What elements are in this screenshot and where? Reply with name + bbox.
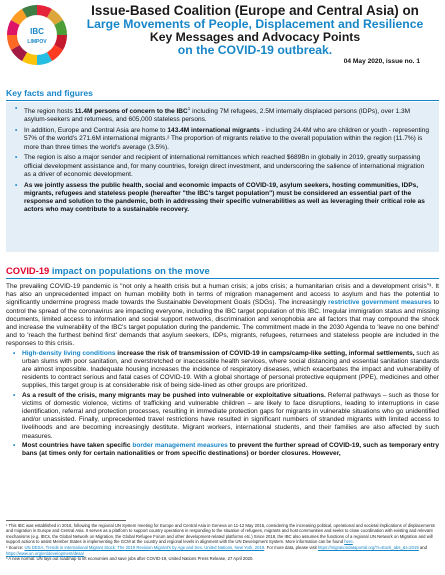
logo-text-bottom: LIMPOV — [27, 39, 47, 45]
document-title: Issue-Based Coalition (Europe and Central Asia) on — [91, 3, 419, 18]
logo-text-top: IBC — [30, 27, 44, 36]
key-facts-heading: Key facts and figures — [6, 88, 439, 101]
fact-item: • The region hosts 11.4M persons of concern to the IBC$^1$ including 7M refugees, 2.5M internally displaced persons (IDPs), over 1.3M asylum-seekers and returnees, and 605,000 stateless persons. — [24, 105, 431, 125]
footnote-2-link-portal[interactable]: https://migrationdataportal.org/?i=stock_abs_&t=2019 — [317, 545, 419, 551]
fact-item: • In addition, Europe and Central Asia are home to 143.4M international migrants - including 24.4M who are children or youth - representing 57% of the world's 271.6M international migrants.² The proportion of migrants relative to the overall population within the region (11.7%) is more than three times the world's average (3.5%). — [24, 127, 431, 152]
key-facts-box — [6, 102, 439, 252]
footnote-3: ³ A new normal: UN lays out roadmap to lift economies and save jobs after COVID-19, United Nations Press Release, 27 April 2020. — [6, 556, 254, 562]
impact-item-living-conditions: • High-density living conditions increase the risk of transmission of COVID-19 in camps/camp-like setting, informal settlements, such as urban slums with poor sanitation, and overstretched or inaccessible health services, where social distancing and essential sanitation standards are almost impossible. Inadequate housing increases the incidence of respiratory diseases, which exacerbates the impact and vulnerability of residents to contract serious and fatal cases of COVID-19. With a global shortage of personal protective equipment (PPE), medicines and other supplies, this target group is at considerable risk of being side-lined as other groups are prioritized. — [22, 350, 439, 391]
key-facts-list — [6, 102, 439, 214]
footnote-1: ¹ This IBC was established in 2016, following the regional UN System meeting for Europe and Central Asia in Geneva on 11-12 May 2016, considering the increasing political, operational and societal implications of displacements and migration in Europe and Central Asia. It serves as a platform to support country operations in responding to the situation of refugees, migrants and host communities and seeks to close coordination with existing and relevant mechanisms (e.g. IBCs, the Global Network on Migration, the Global Refugee Forum and other development-related platforms etc.) Since 2018, the IBC also assumes the functions of a regional UN Network on Migration and will support actions to assist Member States in implementing the GCM at the country and regional levels in alignment with the UN Development System. More information can be found here. — [6, 523, 435, 545]
document-subtitle-key-messages: Key Messages and Advocacy Points — [149, 30, 361, 44]
fact-item: • As we jointly assess the public health, social and economic impacts of COVID-19, asylum seekers, hosting communities, IDPs, migrants, refugees and stateless people (hereafter "the IBC's target population") must be considered an essential part of the response and solution to the pandemic, both in addressing their specific vulnerabilities as well as leveraging their critical role as actors who may contribute to a sustainable recovery. — [24, 182, 431, 215]
footnote-1-link[interactable]: here — [344, 539, 353, 545]
covid-impact-heading: COVID-19 impact on populations on the move — [6, 265, 439, 279]
impact-item-border: • Most countries have taken specific border management measures to prevent the further spread of COVID-19, such as temporary entry bans (at times only for certain nationalities or from specific destinations) or border closures. However, — [22, 442, 439, 458]
footnote-2-link-desa[interactable]: https://www.un.org/en/development/desa/ — [6, 550, 84, 556]
footnote-2-link[interactable]: UN DESA, Trends in International Migrant Stock: The 2019 Revision Migrant's by Age and Sex. United Nations, New York, 2019 — [24, 545, 265, 551]
fact-item: • The region is also a major sender and recipient of international remittances which reached $689Bn in globally in 2019, greatly surpassing official development assistance and, for many countries, foreign direct investment, and underscoring the salience of international migration as a driver of economic development. — [24, 154, 431, 179]
link-border-measures[interactable]: border management measures — [132, 441, 228, 449]
impact-list — [6, 350, 439, 459]
issue-date: 04 May 2020, issue no. 1 — [343, 58, 420, 65]
footnote-2: ² Source: UN DESA, Trends in International Migrant Stock: The 2019 Revision Migrant's by Age and Sex. United Nations, New York, 2019. For more data, please visit https://migrationdataportal.org/?i=stock_abs_&t=2019 and https://www.un.org/en/development/desa/ — [6, 545, 428, 556]
link-high-density[interactable]: High-density living conditions — [22, 349, 116, 357]
document-subtitle-covid: on the COVID-19 outbreak. — [177, 43, 333, 57]
impact-item-exploitation: • As a result of the crisis, many migrants may be pushed into vulnerable or exploitative situations. Referral pathways – such as those for victims of domestic violence, victims of trafficking and vulnerable children – are likely to face disruptions, leading to interruptions in case identification, referral and protection processes, resulting in immediate protection gaps for migrants in vulnerable situations who go unidentified and/or unassisted. Finally, unprecedented travel restrictions have resulted in significant numbers of stranded migrants with limited access to livelihoods and are becoming increasingly destitute. Migrant workers, international students, and their families are also affected by such measures. — [22, 392, 439, 441]
document-header — [70, 4, 440, 66]
intro-paragraph: The prevailing COVID-19 pandemic is "not only a health crisis but a human crisis; a jobs crisis; a humanitarian crisis and a development crisis"³. It has also an unprecedented impact on human mobility both in terms of migration management and access to asylum and has the potential to significantly undermine progress made towards the Sustainable Development Goals (SDGs). The increasingly restrictive government measures to control the spread of the coronavirus are impacting everyone, including the IBC target population of this IBC. Irregular immigration status and missing documents, limited access to information and social support networks, discrimination and xenophobia are all factors that may compound the shock and increase the vulnerability of the IBC's target population during the pandemic. The commitment made in the 2030 Agenda to 'leave no one behind' and to 'reach the furthest behind first' demands that asylum seekers, IDPs, migrants, refugees, returnees and stateless people are included in the responses to this crisis. — [6, 283, 440, 348]
document-subtitle: Large Movements of People, Displacement and Resilience — [86, 17, 424, 31]
body-text — [6, 283, 439, 459]
link-restrictive-measures[interactable]: restrictive government measures — [328, 299, 432, 307]
footnotes — [6, 523, 439, 562]
footnote-divider — [6, 520, 126, 521]
ibc-logo — [6, 4, 68, 66]
